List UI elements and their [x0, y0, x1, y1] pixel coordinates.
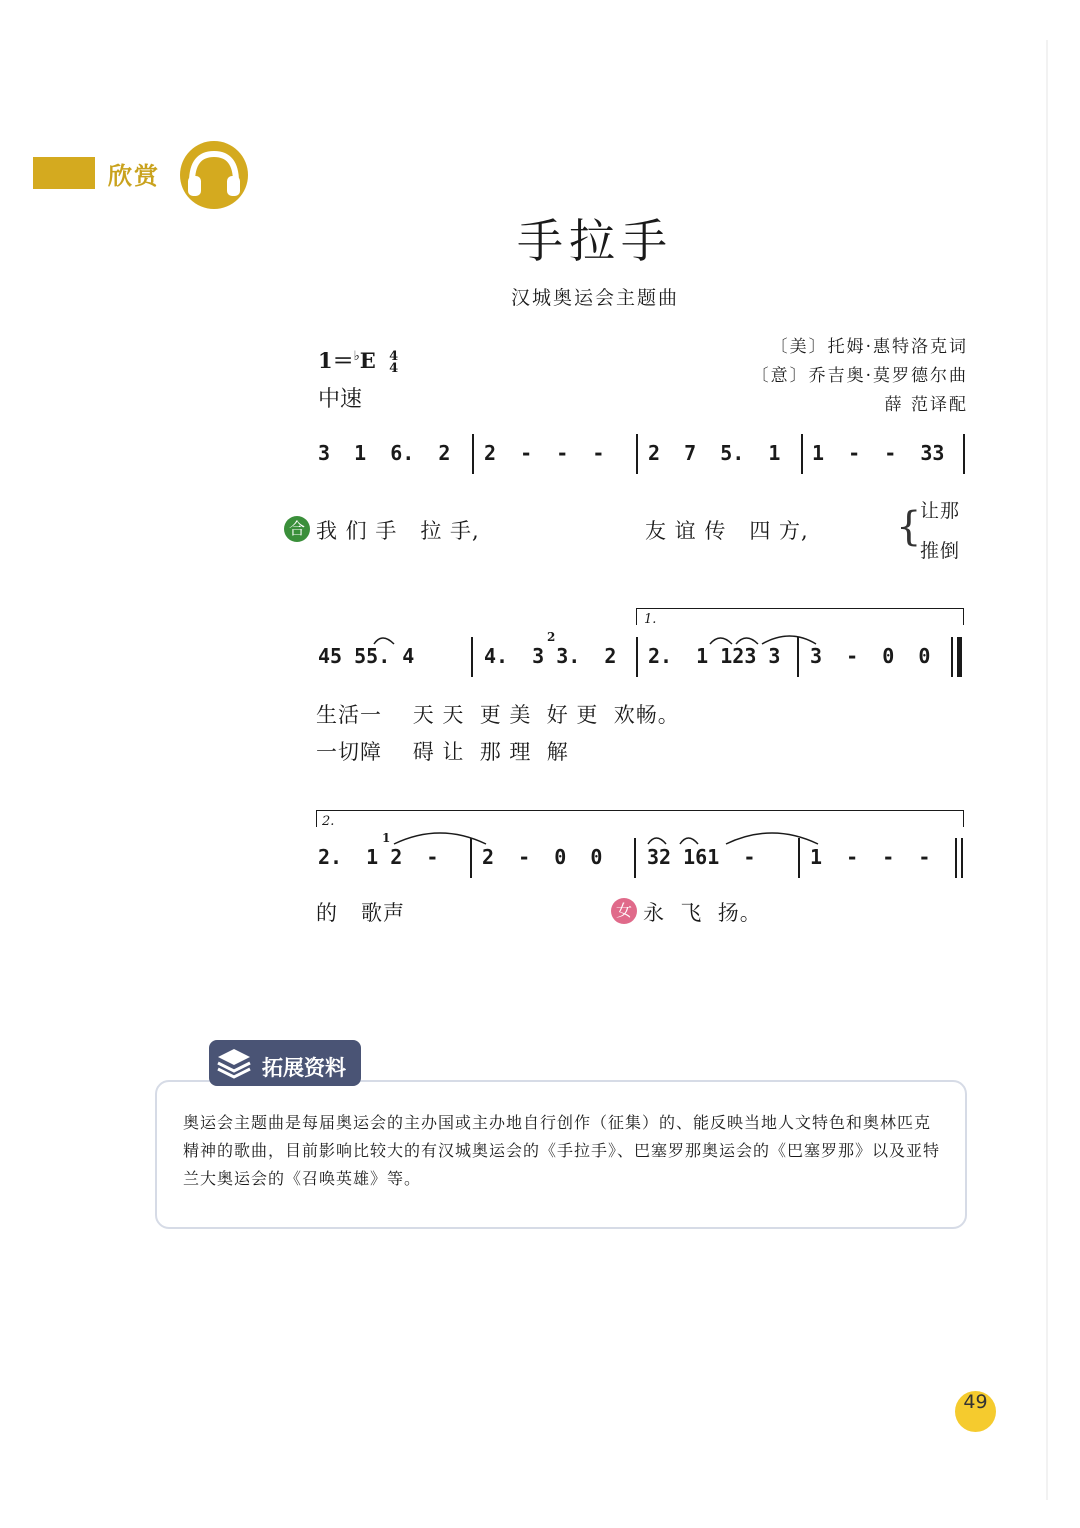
measure-1-3: 2 7 5. 1 [648, 441, 781, 465]
extension-text: 奥运会主题曲是每届奥运会的主办国或主办地自行创作（征集）的、能反映当地人文特色和奥林匹克精神的歌曲，目前影响比较大的有汉城奥运会的《手拉手》、巴塞罗那奥运会的《巴塞罗那》以及亚特兰大奥运会的《召唤英雄》等。 [183, 1113, 941, 1188]
slur-lines [370, 630, 930, 650]
tie-lines [390, 828, 830, 848]
lyric-alt-2: 推倒 [920, 540, 961, 562]
grace-note: 2 [547, 630, 556, 644]
repeat-barline-thick [957, 637, 962, 677]
measure-2-3: 2. 1 123 3 [648, 644, 781, 668]
second-ending-bracket [316, 810, 964, 827]
page-number: 49 [955, 1391, 996, 1432]
lyric-2-line2: 一切障 碍 让 那 理 解 [316, 740, 569, 764]
barline [963, 434, 965, 474]
lyric-2-line1: 生活一 天 天 更 美 好 更 欢畅。 [316, 703, 680, 727]
headphones-icon [178, 140, 250, 210]
time-signature [389, 348, 399, 376]
song-title: 手拉手 [517, 214, 673, 268]
time-bottom: 4 [389, 360, 399, 376]
measure-1-1: 3 1 6. 2 [318, 441, 451, 465]
measure-3-2: 2 - 0 0 [482, 845, 603, 869]
flat-sign: ♭ [353, 349, 360, 364]
song-subtitle: 汉城奥运会主题曲 [510, 287, 679, 309]
extension-tag-label: 拓展资料 [262, 1056, 346, 1080]
lyric-1b: 友 谊 传 四 方, [645, 519, 809, 543]
volta-1: 1. [644, 612, 657, 627]
lyric-3a: 的 歌声 [316, 901, 406, 925]
measure-2-2: 4. 3 3. 2 [484, 644, 617, 668]
volta-2: 2. [322, 814, 335, 829]
measure-2-1: 45 55. 4 [318, 644, 415, 668]
barline [636, 434, 638, 474]
grace-note: 1 [382, 831, 391, 845]
composer-credit: 〔意〕乔吉奥·莫罗德尔曲 [751, 366, 968, 386]
brace-icon: { [896, 504, 922, 550]
repeat-barline-thin [951, 637, 953, 677]
key-signature [318, 345, 398, 375]
barline [472, 434, 474, 474]
lyric-alt-1: 让那 [920, 500, 961, 522]
measure-2-4: 3 - 0 0 [810, 644, 931, 668]
lyricist-credit: 〔美〕托姆·惠特洛克词 [770, 337, 968, 357]
tempo-marking: 中速 [318, 387, 363, 412]
layers-icon [214, 1043, 254, 1083]
translator-credit: 薛 范译配 [884, 395, 968, 415]
final-barline-thin [955, 838, 957, 878]
key-letter: E [359, 348, 376, 373]
lyric-3b: 永 飞 扬。 [643, 901, 762, 925]
measure-3-4: 1 - - - [810, 845, 931, 869]
chorus-marker: 合 [284, 516, 310, 542]
measure-1-4: 1 - - 33 [812, 441, 945, 465]
section-label: 欣赏 [108, 162, 160, 190]
measure-1-2: 2 - - - [484, 441, 605, 465]
time-top: 4 [389, 348, 399, 364]
female-marker: 女 [611, 898, 637, 924]
first-ending-bracket [636, 608, 964, 625]
measure-3-1: 2. 1 2 - [318, 845, 439, 869]
barline [801, 434, 803, 474]
section-color-bar [33, 157, 95, 189]
final-barline-thin2 [961, 838, 963, 878]
lyric-1a: 我 们 手 拉 手, [316, 519, 480, 543]
key-prefix: 1＝ [318, 348, 354, 373]
measure-3-3: 32 161 - [647, 845, 756, 869]
